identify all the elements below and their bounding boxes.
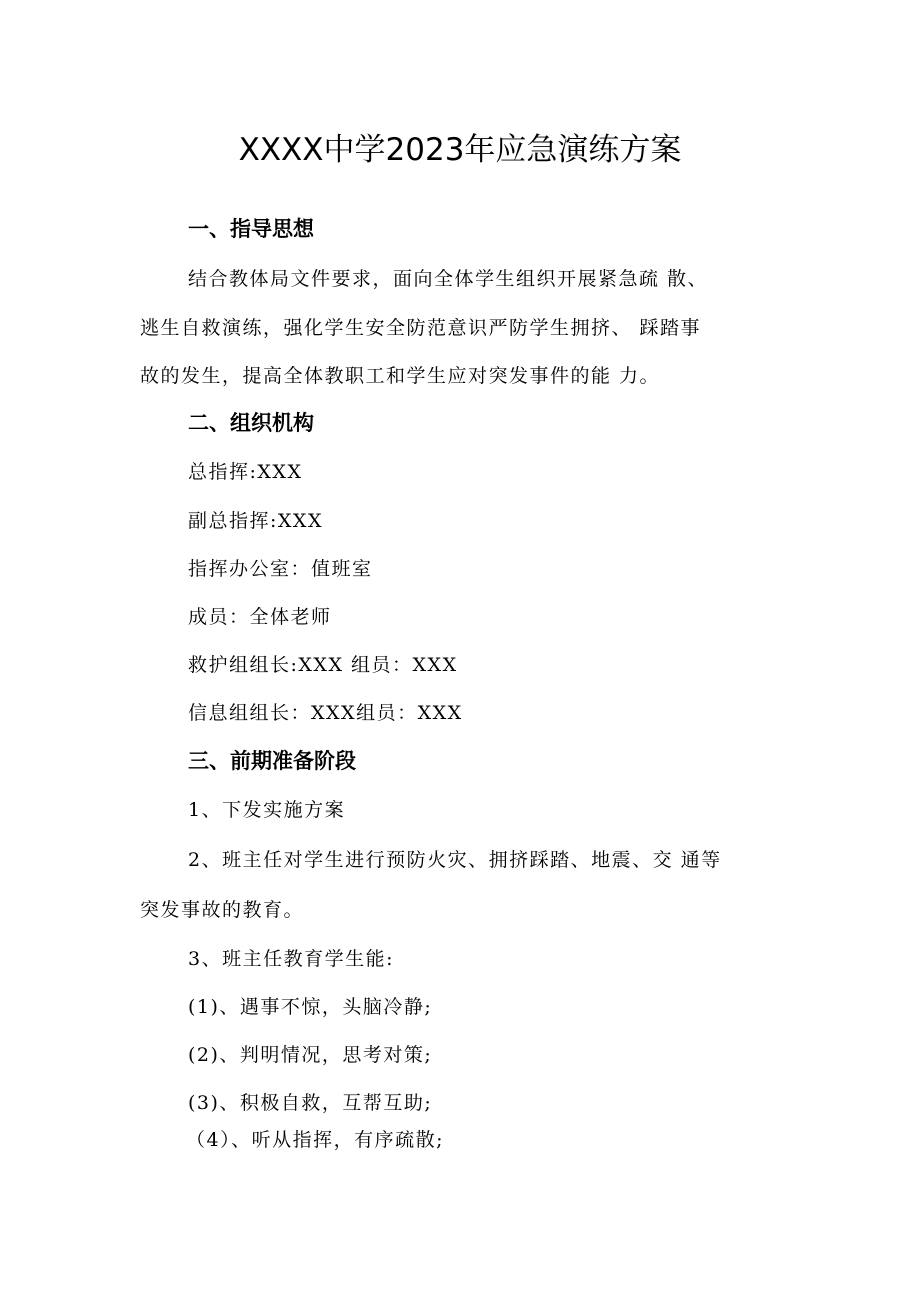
sub-list-item: (3)、积极自救，互帮互助; bbox=[188, 1092, 433, 1114]
list-item: 2、班主任对学生进行预防火灾、拥挤踩踏、地震、交 通等 bbox=[188, 849, 722, 871]
paragraph-line: 结合教体局文件要求，面向全体学生组织开展紧急疏 散、 bbox=[188, 268, 709, 290]
org-item-info-group: 信息组组长：XXX组员：XXX bbox=[188, 702, 463, 724]
list-item: 1、下发实施方案 bbox=[188, 799, 346, 821]
sub-list-item: （4）、听从指挥，有序疏散; bbox=[186, 1129, 444, 1151]
document-title: XXXX中学2023年应急演练方案 bbox=[238, 132, 682, 168]
section-heading-guiding-ideology: 一、指导思想 bbox=[188, 217, 314, 241]
org-item-rescue-group: 救护组组长:XXX 组员：XXX bbox=[188, 654, 458, 676]
paragraph-line: 故的发生，提高全体教职工和学生应对突发事件的能 力。 bbox=[140, 365, 661, 387]
sub-list-item: (2)、判明情况，思考对策; bbox=[188, 1044, 433, 1066]
section-heading-preparation: 三、前期准备阶段 bbox=[188, 749, 356, 773]
section-heading-organization: 二、组织机构 bbox=[188, 411, 314, 435]
paragraph-line: 逃生自救演练，强化学生安全防范意识严防学生拥挤、 踩踏事 bbox=[140, 317, 702, 339]
org-item-deputy-commander: 副总指挥:XXX bbox=[188, 510, 323, 532]
list-item: 3、班主任教育学生能: bbox=[188, 948, 394, 970]
org-item-command-office: 指挥办公室：值班室 bbox=[188, 558, 373, 580]
sub-list-item: (1)、遇事不惊，头脑冷静; bbox=[188, 996, 433, 1018]
org-item-commander: 总指挥:XXX bbox=[188, 461, 303, 483]
org-item-members: 成员：全体老师 bbox=[188, 606, 332, 628]
list-item-continuation: 突发事故的教育。 bbox=[140, 899, 305, 921]
